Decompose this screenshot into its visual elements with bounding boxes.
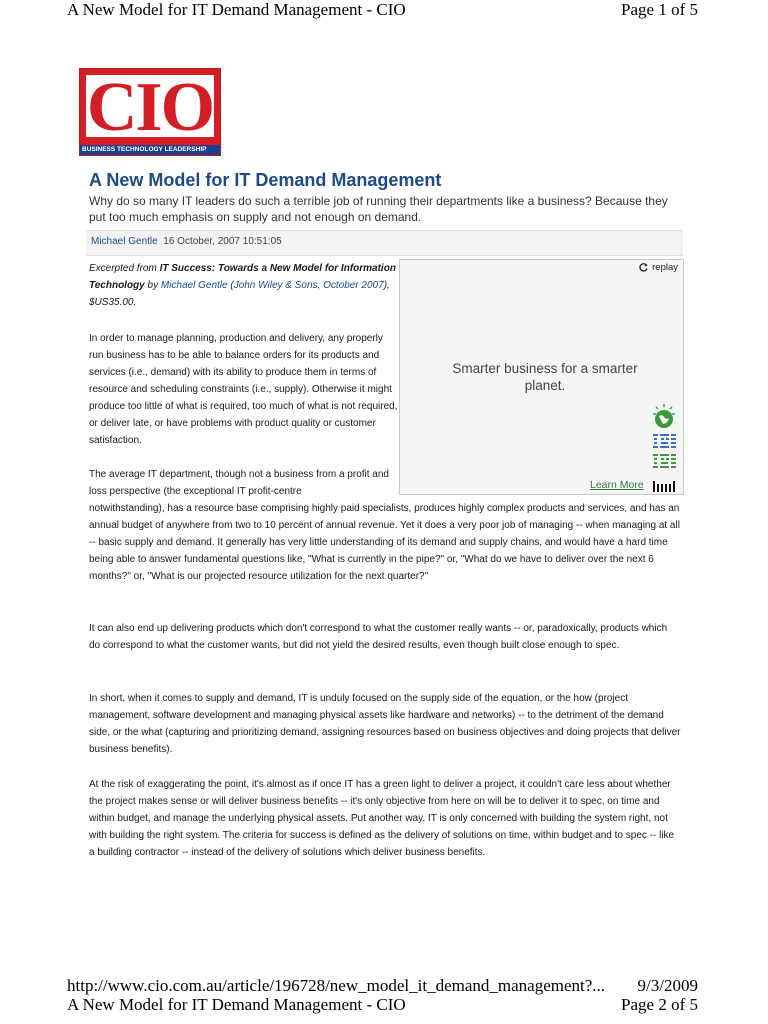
ad-headline: Smarter business for a smarter planet. [452,361,638,393]
paragraph-5: At the risk of exaggerating the point, it's almost as if once IT has a green light to deliver a project, it couldn't care less about whether the project makes sense or will deliver business benefits -- it's only objective from here on will be to deliver it to spec, on time and within budget, and manage the underlying physical assets. Put another way, IT is only concerned with building the system right, not with building the right system. The criteria for success is defined as the delivery of solutions on time, within budget and to spec -- like a building contractor -- instead of the delivery of solutions which deliver business benefits. [89,779,675,858]
ibm-logo-icon [653,434,677,478]
ad-replay-label: replay [652,262,678,274]
globe-icon [652,403,676,429]
paragraph-2-cont: notwithstanding), has a resource base comprising highly paid specialists, produces highly complex products and services, and has an annual budget of anywhere from two to 10 percent of annual revenue. Yet it does a very poor job of managing -- when managing at all -- basic supply and demand. It generally has very little understanding of its demand and supply chains, and would have a hard time being able to answer fundamental questions like, "What is currently in the pipe?" or, "What do we have to deliver over the next 6 months?" or, "What is our projected resource utilization for the next quarter?" [89,503,680,582]
ad-learn-more-link[interactable]: Learn More [590,479,644,491]
paragraph-1: In order to manage planning, production and delivery, any properly run business has to be able to balance orders for its products and services (i.e., demand) with its ability to produce them in terms of resource and scheduling constraints (i.e., supply). Otherwise it might produce too little of what is required, too much of what is not required, or deliver late, or have problems with product quality or customer satisfaction. [89,333,398,446]
author-link[interactable]: Michael Gentle [91,236,158,247]
article-date: 16 October, 2007 10:51:05 [163,236,282,247]
paragraph-2-start: The average IT department, though not a business from a profit and loss perspective (the exceptional IT profit-centre [89,469,389,497]
paragraph-3: It can also end up delivering products which don't correspond to what the customer really wants -- or, paradoxically, products which do correspond to what the customer wants, but did not yield the desired results, even though built close enough to spec. [89,623,668,651]
ibm-bars-icon [653,481,677,492]
print-url: http://www.cio.com.au/article/196728/new_model_it_demand_management?... [67,976,606,995]
print-next-title: A New Model for IT Demand Management - CIO [67,995,406,1014]
paragraph-4: In short, when it comes to supply and demand, IT is unduly focused on the supply side of the equation, or the how (project management, software development and managing physical assets like hardware and networks) -- to the detriment of the demand side, or the what (capturing and prioritizing demand, assigning resources based on business objectives and doing projects that deliver business benefits). [89,693,681,755]
logo-letters: CIO [86,75,214,137]
byline-bar [86,230,683,256]
print-date: 9/3/2009 [637,976,698,995]
article-deck: Why do so many IT leaders do such a terrible job of running their departments like a business? Because they put too much emphasis on supply and not enough on demand. [89,194,668,224]
print-header-title: A New Model for IT Demand Management - CIO [67,0,406,19]
print-header-page: Page 1 of 5 [621,0,698,19]
print-next-page: Page 2 of 5 [621,995,698,1014]
publisher-link[interactable]: John Wiley & Sons, October 2007 [233,280,384,291]
ibm-ad[interactable] [399,259,684,495]
article-title: A New Model for IT Demand Management [89,170,442,190]
ad-replay-button[interactable] [638,262,678,273]
cio-logo[interactable] [79,68,221,156]
logo-tagline: BUSINESS TECHNOLOGY LEADERSHIP [80,145,220,155]
replay-icon [638,262,649,273]
book-title: IT Success: Towards a New Model for Information Technology [89,263,396,291]
excerpt-note: Excerpted from IT Success: Towards a New Model for Information Technology by Michael Gentle (John Wiley & Sons, October 2007), $US35.00. [89,263,396,308]
excerpt-author-link[interactable]: Michael Gentle [160,280,228,291]
byline [91,236,282,247]
